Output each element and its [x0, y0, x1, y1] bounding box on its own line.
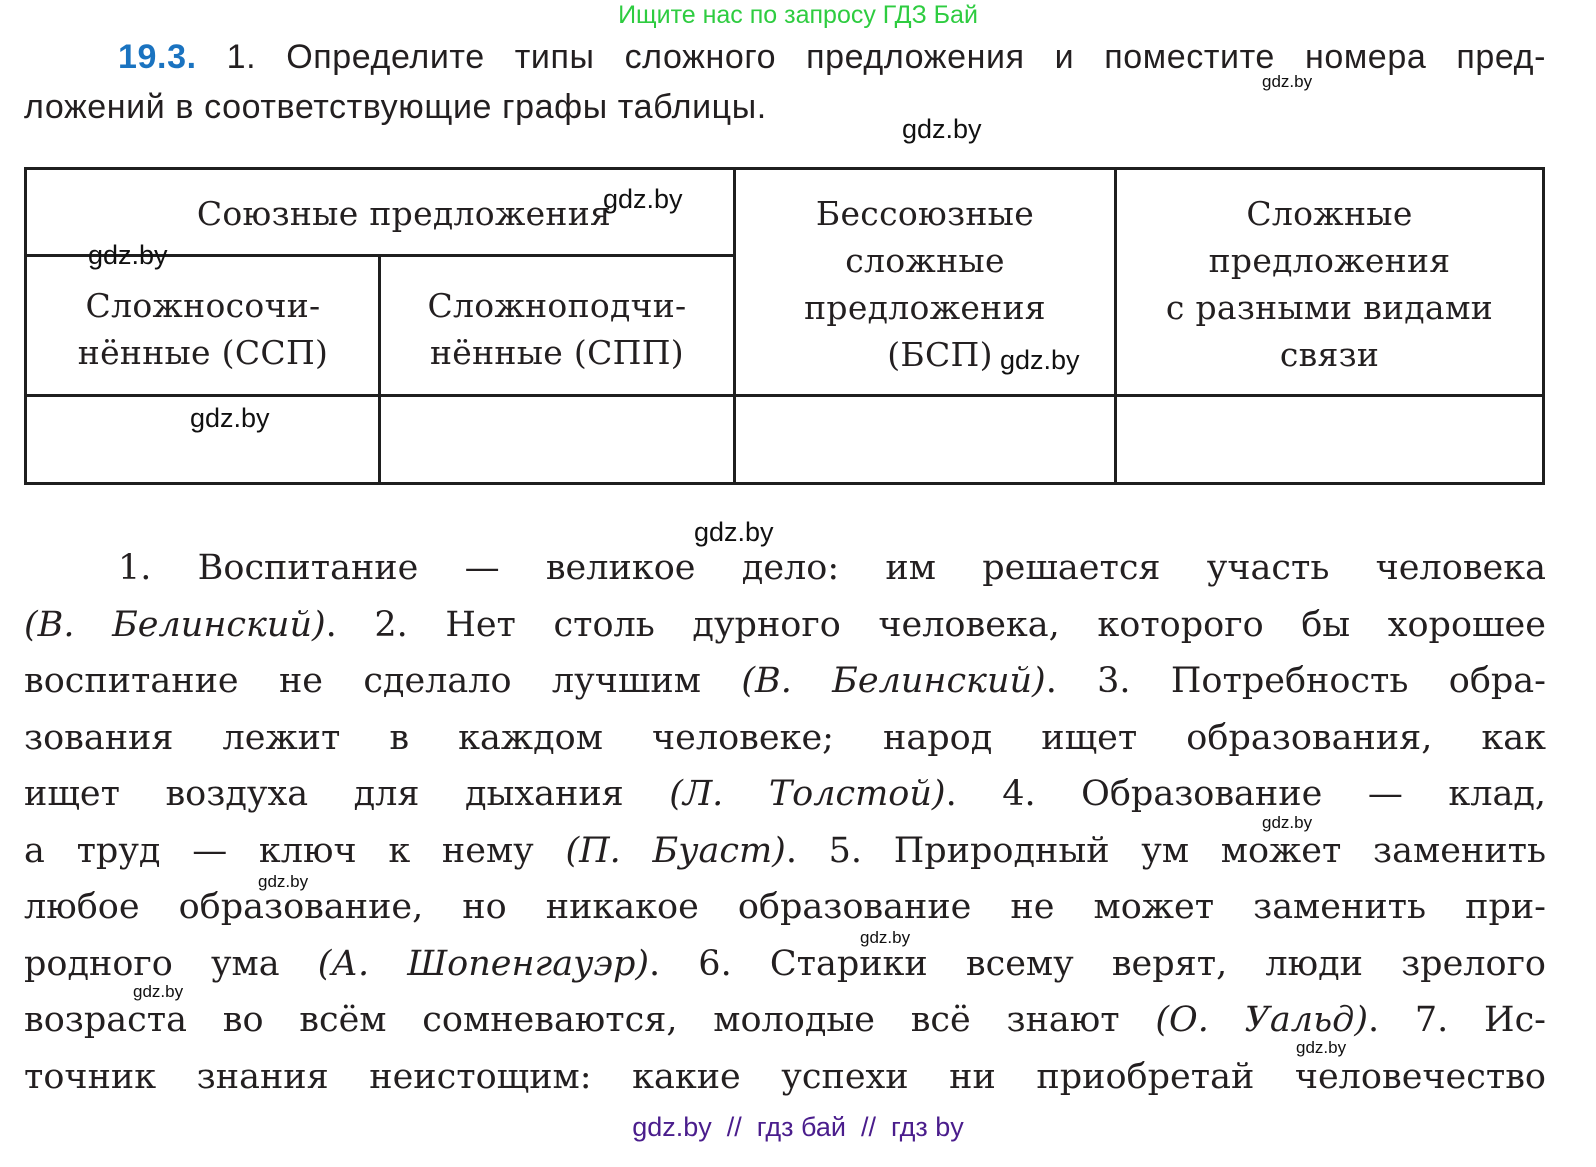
task-number: 19.3. — [118, 38, 197, 76]
watermark: gdz.by — [1000, 345, 1080, 375]
task-text-1: 1. Определите типы сложного предложения и поместите номера пред- — [226, 38, 1547, 76]
text-line: ищет воздуха для дыхания (Л. Толстой). 4. Образование — клад, — [24, 774, 1547, 814]
text-line: точник знания неистощим: какие успехи ни приобретай человечество — [24, 1056, 1546, 1097]
header-ssp: Сложносочи- нённые (ССП) — [77, 286, 329, 372]
text-line: а труд — ключ к нему (П. Буаст). 5. Природный ум может заменить — [24, 830, 1547, 871]
task-heading — [24, 32, 1546, 132]
watermark: gdz.by — [133, 982, 184, 1001]
header-spp: Сложноподчи- нённые (СПП) — [427, 286, 687, 372]
task-line-1 — [24, 32, 1546, 82]
footer-links: gdz.by // гдз бай // гдз by — [632, 1112, 964, 1142]
watermark: gdz.by — [258, 872, 309, 891]
watermark: gdz.by — [88, 240, 168, 270]
task-line-2: ложений в соответствующие графы таблицы. — [24, 88, 767, 126]
watermark: gdz.by — [1296, 1038, 1347, 1057]
header-union-sentences: Союзные предложения — [196, 194, 612, 233]
watermark: gdz.by — [694, 517, 774, 547]
text-line: (В. Белинский). 2. Нет столь дурного человека, которого бы хорошее — [24, 604, 1546, 645]
watermark: gdz.by — [190, 403, 270, 433]
answer-cell-mixed[interactable] — [1117, 397, 1542, 482]
header-bsp: Бессоюзные сложные предложения (БСП) — [804, 194, 1046, 374]
text-line: воспитание не сделало лучшим (В. Белинский). 3. Потребность обра- — [24, 661, 1547, 701]
exercise-text — [24, 540, 1546, 1105]
watermark: gdz.by — [1262, 813, 1313, 832]
answer-cell-spp[interactable] — [381, 397, 733, 482]
header-mixed: Сложные предложения с разными видами связи — [1165, 194, 1494, 374]
text-line: любое образование, но никакое образование не может заменить при- — [24, 887, 1546, 927]
watermark: gdz.by — [1262, 72, 1313, 91]
text-line: зования лежит в каждом человеке; народ ищет образования, как — [24, 717, 1546, 758]
watermark: gdz.by — [902, 114, 982, 144]
text-line: 1. Воспитание — великое дело: им решается участь человека — [118, 548, 1546, 588]
watermark: gdz.by — [860, 928, 911, 947]
text-line: родного ума (А. Шопенгауэр). 6. Старики всему верят, люди зрелого — [24, 943, 1546, 984]
search-banner: Ищите нас по запросу ГДЗ Бай — [618, 1, 978, 29]
text-line: возраста во всём сомневаются, молодые всё знают (О. Уальд). 7. Ис- — [24, 1000, 1546, 1040]
answer-cell-bsp[interactable] — [736, 397, 1114, 482]
watermark: gdz.by — [603, 184, 683, 214]
